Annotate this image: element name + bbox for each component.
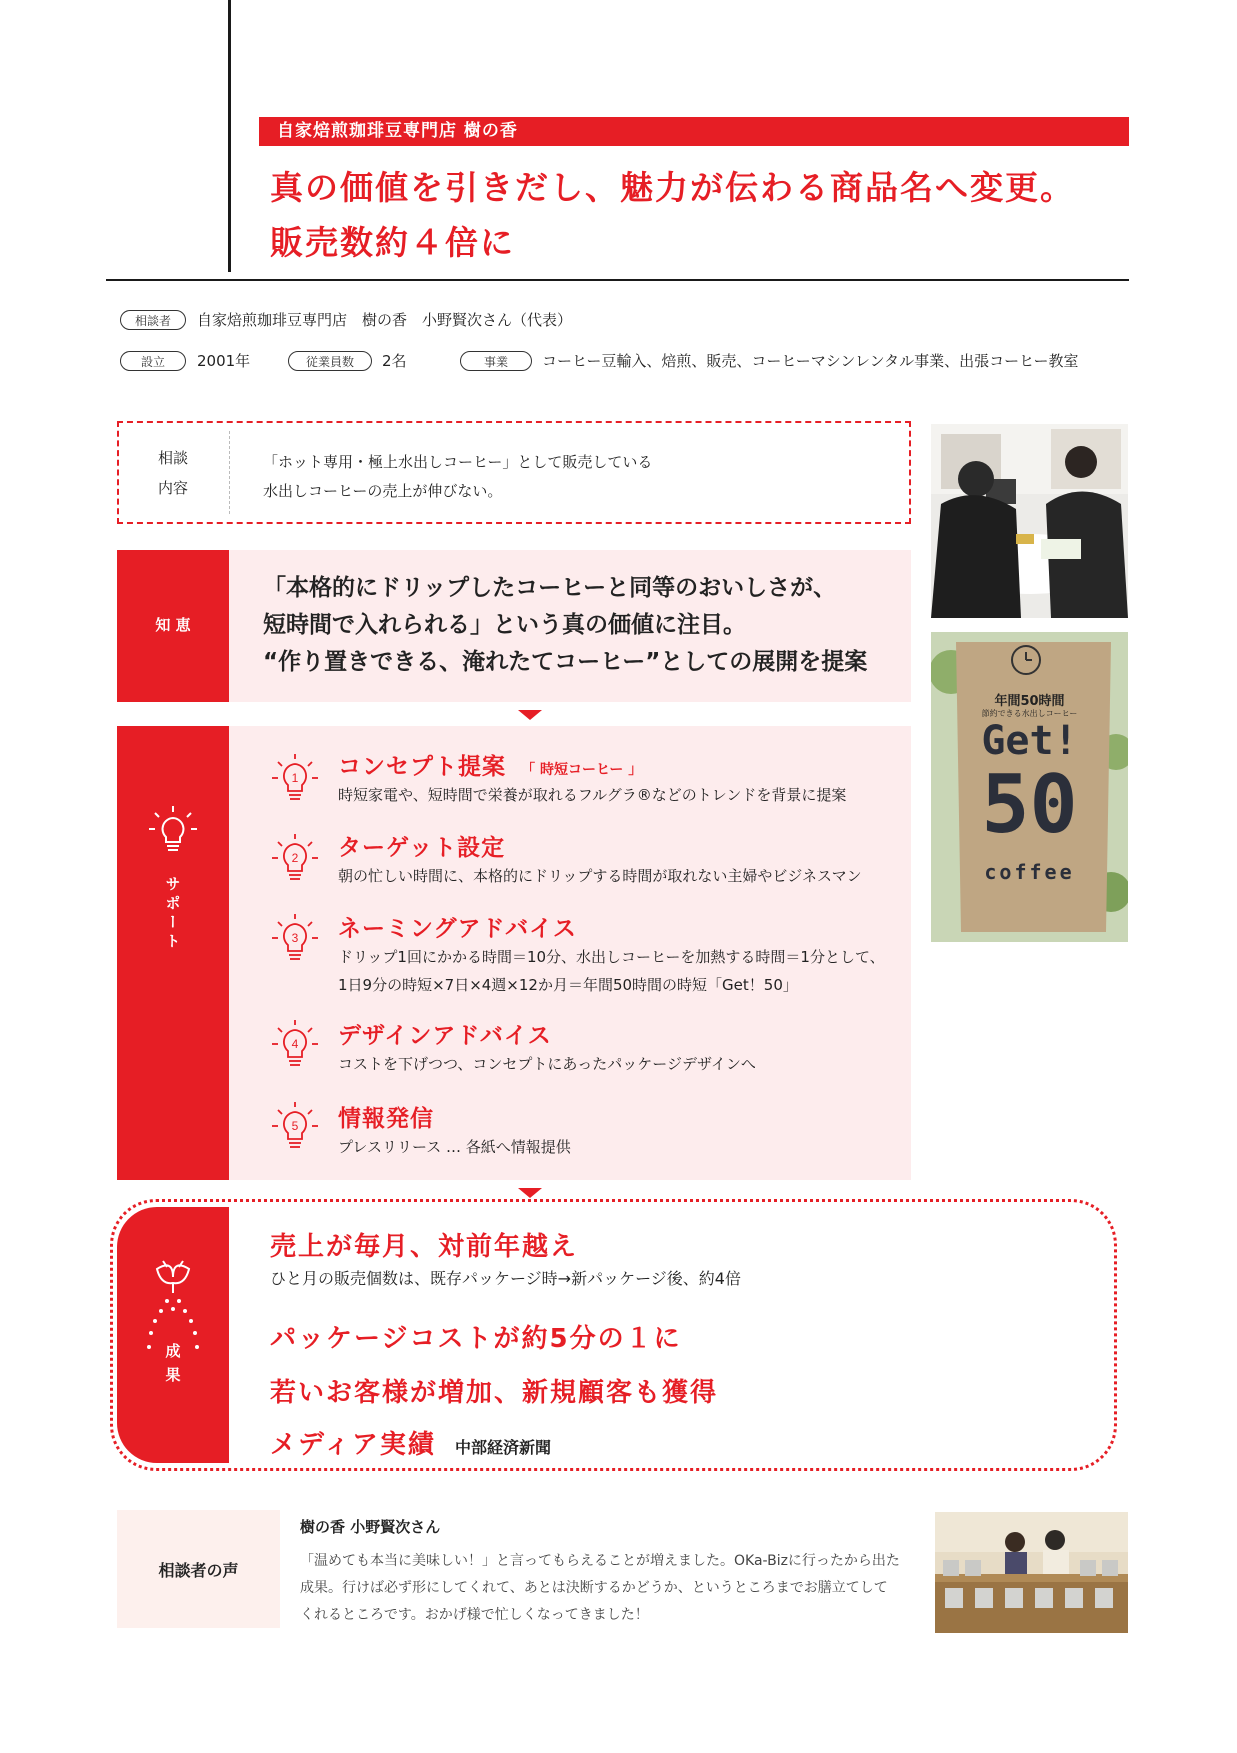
step-4-bulb-icon	[270, 1018, 320, 1078]
step-1-tag: 「 時短コーヒー 」	[521, 762, 643, 778]
step-1-bulb-icon	[270, 752, 320, 812]
support-label-panel	[117, 726, 229, 1180]
step-5-bulb-icon	[270, 1100, 320, 1160]
results-label-line-2: 果	[165, 1366, 181, 1384]
step-5	[338, 1100, 571, 1161]
wisdom-line-2: 短時間で入れられる」という真の価値に注目。	[263, 612, 746, 638]
result-2-title: パッケージコストが約5分の１に	[270, 1324, 682, 1354]
consultation-separator	[229, 431, 230, 514]
business-label-pill: 事業	[460, 351, 532, 371]
meeting-photo-illustration	[931, 424, 1128, 618]
svg-text:3: 3	[291, 931, 299, 945]
flow-arrow-2	[518, 1188, 542, 1198]
company-name-bar: 自家焙煎珈琲豆専門店 樹の香	[259, 117, 1129, 146]
step-1-desc: 時短家電や、短時間で栄養が取れるフルグラ®などのトレンドを背景に提案	[338, 786, 847, 804]
consultation-text-line-2: 水出しコーヒーの売上が伸びない。	[263, 482, 503, 500]
svg-text:1: 1	[291, 771, 299, 785]
wisdom-label-panel	[117, 550, 229, 702]
step-3-bulb-icon	[270, 912, 320, 972]
wisdom-text	[263, 570, 903, 681]
shop-photo-illustration	[935, 1512, 1128, 1633]
consultant-label-pill: 相談者	[120, 310, 186, 330]
step-1	[338, 748, 846, 809]
step-2	[338, 829, 862, 890]
package-line-1: 年間50時間	[994, 694, 1065, 709]
consultant-value: 自家焙煎珈琲豆専門店 樹の香 小野賢次さん（代表）	[197, 311, 573, 329]
step-4	[338, 1017, 756, 1078]
shop-photo	[935, 1512, 1128, 1633]
wisdom-line-3: “作り置きできる、淹れたてコーヒー”としての展開を提案	[263, 649, 868, 675]
lightbulb-icon	[145, 804, 201, 860]
result-4-sub: 中部経済新聞	[455, 1438, 552, 1457]
voice-name: 樹の香 小野賢次さん	[300, 1518, 441, 1536]
step-2-desc: 朝の忙しい時間に、本格的にドリップする時間が取れない主婦やビジネスマン	[338, 867, 862, 885]
svg-text:4: 4	[291, 1037, 299, 1051]
result-4	[270, 1424, 551, 1461]
consultation-label-line-2: 内容	[157, 479, 188, 497]
results-label	[117, 1339, 229, 1387]
svg-text:5: 5	[291, 1119, 299, 1133]
step-2-bulb-icon	[270, 832, 320, 892]
founded-label-pill: 設立	[120, 351, 186, 371]
result-3-title: 若いお客様が増加、新規顧客も獲得	[270, 1378, 719, 1408]
step-3-title: ネーミングアドバイス	[338, 916, 577, 942]
founded-value: 2001年	[197, 352, 251, 370]
support-label: サポート	[163, 876, 182, 952]
step-4-desc: コストを下げつつ、コンセプトにあったパッケージデザインへ	[338, 1055, 756, 1073]
consultation-label-line-1: 相談	[157, 449, 188, 467]
result-4-title: メディア実績	[270, 1430, 436, 1460]
header-horizontal-rule	[106, 279, 1129, 281]
step-5-title: 情報発信	[338, 1106, 434, 1132]
svg-text:2: 2	[291, 851, 299, 865]
step-2-title: ターゲット設定	[338, 835, 506, 861]
wisdom-line-1: 「本格的にドリップしたコーヒーと同等のおいしさが、	[263, 575, 837, 601]
employees-label-pill: 従業員数	[288, 351, 372, 371]
package-line-2: 節約できる水出しコーヒー	[981, 709, 1078, 718]
page-headline	[270, 160, 1130, 270]
product-package-photo	[931, 632, 1128, 942]
step-3-desc-line-1: ドリップ1回にかかる時間＝10分、水出しコーヒーを加熱する時間＝1分として、	[338, 948, 885, 966]
results-label-panel	[117, 1207, 229, 1463]
package-brand-get: Get!	[981, 718, 1078, 764]
flow-arrow-1	[518, 710, 542, 720]
meeting-photo	[931, 424, 1128, 618]
headline-line-1: 真の価値を引きだし、魅力が伝わる商品名へ変更。	[270, 168, 1075, 207]
step-1-title: コンセプト提案	[338, 754, 506, 780]
headline-line-2: 販売数約４倍に	[270, 223, 515, 262]
step-3-desc-line-2: 1日9分の時短×7日×4週×12か月＝年間50時間の時短「Get！50」	[338, 976, 798, 994]
voice-text: 「温めても本当に美味しい！」と言ってもらえることが増えました。OKa-Bizに行ったから出た成果。行けば必ず形にしてくれて、あとは決断するかどうか、というところまでお膳立てしてくれるところです。おかげ様で忙しくなってきました！	[300, 1553, 900, 1623]
header-vertical-rule	[228, 0, 231, 272]
voice-label: 相談者の声	[117, 1510, 280, 1628]
result-1-sub: ひと月の販売個数は、既存パッケージ時→新パッケージ後、約4倍	[270, 1269, 741, 1288]
consultation-text	[263, 448, 652, 506]
package-brand-50: 50	[981, 758, 1078, 851]
consultation-text-line-1: 「ホット専用・極上水出しコーヒー」として販売している	[263, 453, 653, 471]
results-label-line-1: 成	[165, 1342, 181, 1360]
package-brand-coffee: coffee	[984, 860, 1075, 884]
employees-value: 2名	[382, 352, 407, 370]
step-4-title: デザインアドバイス	[338, 1023, 552, 1049]
step-5-desc: プレスリリース … 各紙へ情報提供	[338, 1138, 571, 1156]
wisdom-label: 知 恵	[155, 616, 191, 634]
step-3	[338, 910, 885, 999]
consultation-label	[117, 421, 229, 524]
business-value: コーヒー豆輸入、焙煎、販売、コーヒーマシンレンタル事業、出張コーヒー教室	[542, 352, 1079, 370]
result-1-title: 売上が毎月、対前年越え	[270, 1232, 579, 1262]
